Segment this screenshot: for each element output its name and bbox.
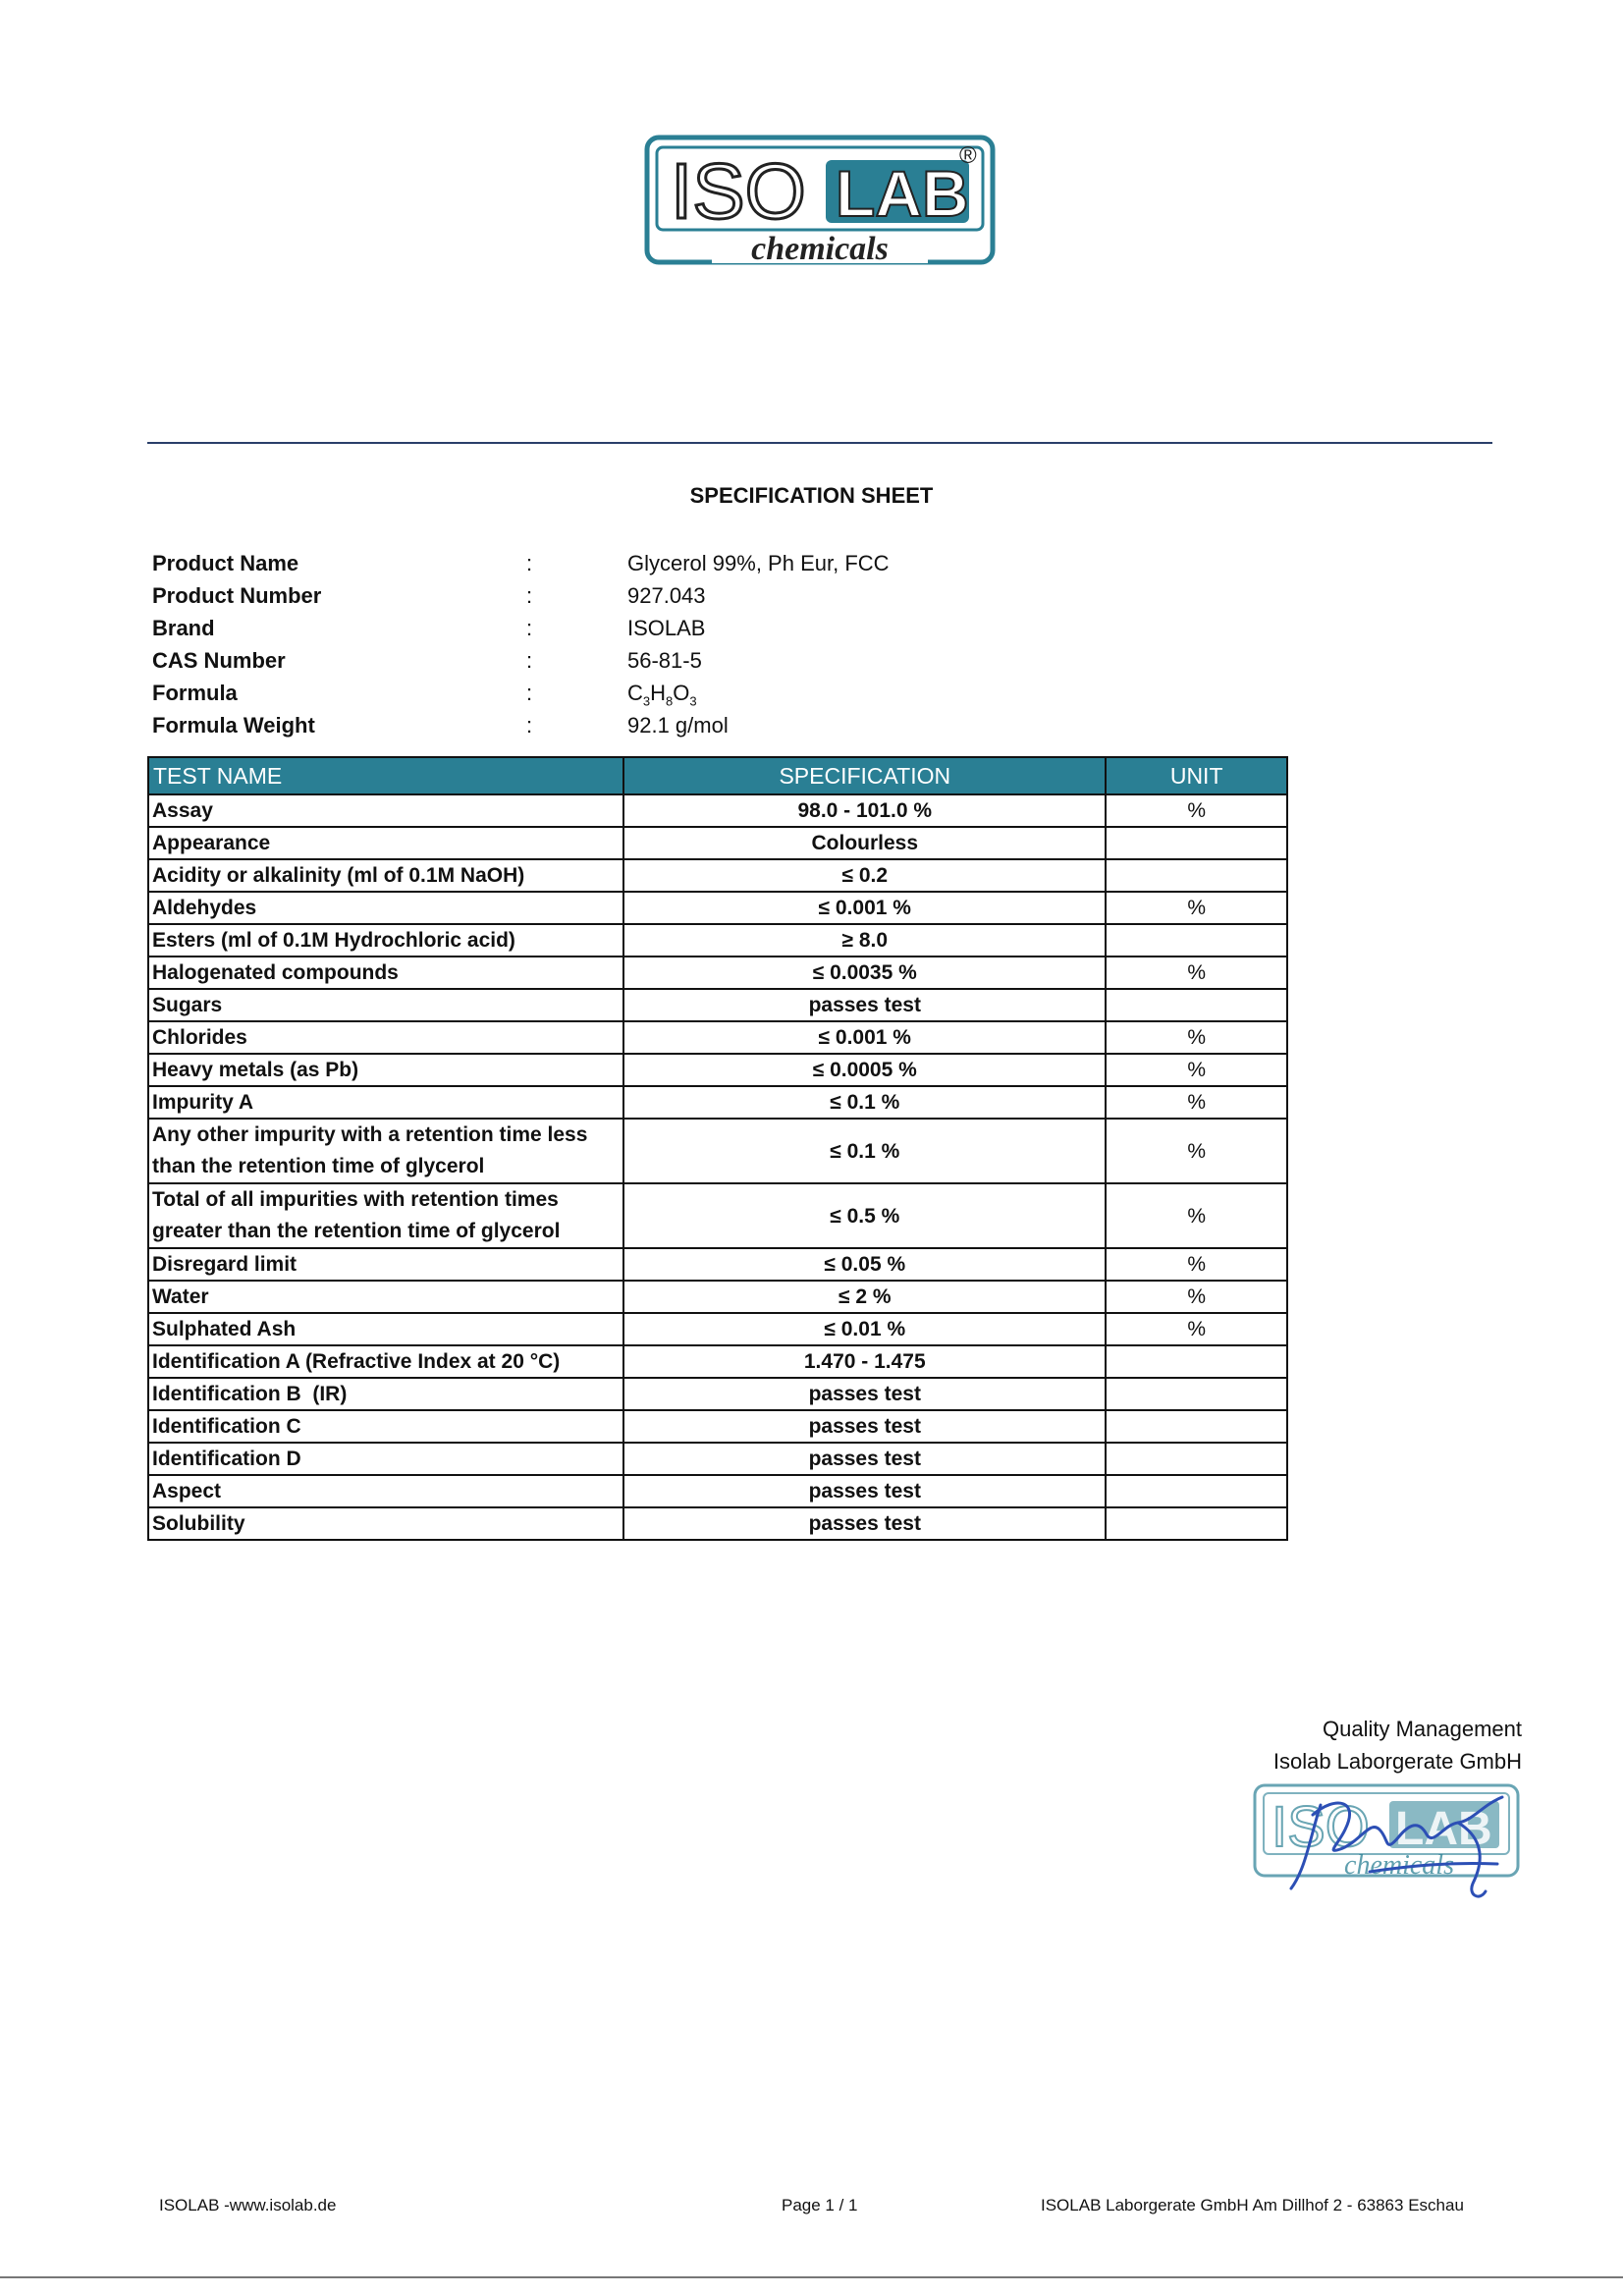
unit-cell [1106, 1475, 1287, 1507]
header-test-name: TEST NAME [148, 757, 623, 794]
info-colon: : [526, 583, 533, 608]
unit-cell: % [1106, 892, 1287, 924]
test-name-cell: Impurity A [148, 1086, 623, 1119]
unit-cell: % [1106, 1313, 1287, 1345]
info-colon: : [526, 616, 533, 640]
footer-page-number: Page 1 / 1 [782, 2196, 858, 2214]
table-header-row [148, 757, 1287, 794]
footer-divider [0, 2276, 1623, 2278]
info-value: ISOLAB [627, 616, 706, 640]
logo-word-right: LAB [836, 157, 969, 230]
specification-cell: 98.0 - 101.0 % [623, 794, 1106, 827]
info-label: Product Number [152, 583, 322, 608]
unit-cell [1106, 989, 1287, 1021]
unit-cell [1106, 1443, 1287, 1475]
info-colon: : [526, 551, 533, 575]
test-name-cell: Water [148, 1281, 623, 1313]
stamp-word-right: LAB [1395, 1803, 1492, 1855]
specification-cell: ≤ 2 % [623, 1281, 1106, 1313]
footer-website: ISOLAB -www.isolab.de [159, 2196, 337, 2214]
footer-address: ISOLAB Laborgerate GmbH Am Dillhof 2 - 63863 Eschau [1041, 2196, 1464, 2214]
test-name-cell: Esters (ml of 0.1M Hydrochloric acid) [148, 924, 623, 957]
info-colon: : [526, 648, 533, 673]
table-row [148, 1345, 1287, 1378]
table-row [148, 827, 1287, 859]
specification-cell: ≤ 0.1 % [623, 1119, 1106, 1183]
unit-cell: % [1106, 1086, 1287, 1119]
formula-value [627, 681, 697, 708]
table-row [148, 924, 1287, 957]
test-name-cell: Identification C [148, 1410, 623, 1443]
test-name-cell: Solubility [148, 1507, 623, 1540]
test-name-cell: Identification D [148, 1443, 623, 1475]
formula-element: O [673, 681, 690, 705]
logo-registered-mark: ® [959, 142, 977, 169]
specification-cell: ≤ 0.05 % [623, 1248, 1106, 1281]
info-value: 92.1 g/mol [627, 713, 729, 738]
table-row [148, 1378, 1287, 1410]
info-label: Brand [152, 616, 215, 640]
specification-cell: passes test [623, 1410, 1106, 1443]
info-value: Glycerol 99%, Ph Eur, FCC [627, 551, 890, 575]
specification-cell: Colourless [623, 827, 1106, 859]
table-row [148, 1183, 1287, 1248]
table-row [148, 1054, 1287, 1086]
unit-cell [1106, 1378, 1287, 1410]
unit-cell [1106, 859, 1287, 892]
test-name-cell: Total of all impurities with retention times greater than the retention time of glycerol [148, 1183, 623, 1248]
table-row [148, 1475, 1287, 1507]
unit-cell: % [1106, 1021, 1287, 1054]
unit-cell: % [1106, 957, 1287, 989]
table-row [148, 1443, 1287, 1475]
unit-cell: % [1106, 794, 1287, 827]
specification-cell: ≥ 8.0 [623, 924, 1106, 957]
specification-cell: passes test [623, 1443, 1106, 1475]
test-name-cell: Sugars [148, 989, 623, 1021]
info-value: 56-81-5 [627, 648, 702, 673]
header-specification: SPECIFICATION [623, 757, 1106, 794]
stamp-word-left: ISO [1271, 1795, 1370, 1859]
unit-cell [1106, 924, 1287, 957]
info-label: Formula Weight [152, 713, 315, 738]
table-row [148, 957, 1287, 989]
specification-cell: passes test [623, 1507, 1106, 1540]
specification-cell: ≤ 0.2 [623, 859, 1106, 892]
table-row [148, 1248, 1287, 1281]
logo-tagline: chemicals [751, 231, 889, 266]
test-name-cell: Chlorides [148, 1021, 623, 1054]
unit-cell [1106, 1507, 1287, 1540]
specification-cell: ≤ 0.001 % [623, 892, 1106, 924]
table-row [148, 1507, 1287, 1540]
specification-cell: ≤ 0.0035 % [623, 957, 1106, 989]
test-name-cell: Acidity or alkalinity (ml of 0.1M NaOH) [148, 859, 623, 892]
specification-cell: ≤ 0.1 % [623, 1086, 1106, 1119]
signature-block [1198, 1713, 1522, 1777]
formula-subscript: 8 [666, 693, 674, 709]
test-name-cell: Disregard limit [148, 1248, 623, 1281]
table-row [148, 1281, 1287, 1313]
specification-table [147, 756, 1288, 1541]
info-colon: : [526, 681, 533, 705]
specification-cell: 1.470 - 1.475 [623, 1345, 1106, 1378]
test-name-cell: Halogenated compounds [148, 957, 623, 989]
info-colon: : [526, 713, 533, 738]
formula-subscript: 3 [689, 693, 697, 709]
unit-cell: % [1106, 1281, 1287, 1313]
test-name-cell: Any other impurity with a retention time less than the retention time of glycerol [148, 1119, 623, 1183]
formula-element: C [627, 681, 643, 705]
formula-element: H [650, 681, 667, 705]
header-unit: UNIT [1106, 757, 1287, 794]
unit-cell: % [1106, 1248, 1287, 1281]
stamp-tagline: chemicals [1344, 1850, 1454, 1881]
company-stamp [1252, 1776, 1522, 1908]
specification-cell: passes test [623, 989, 1106, 1021]
header-divider [147, 442, 1492, 444]
table-row [148, 1086, 1287, 1119]
test-name-cell: Aldehydes [148, 892, 623, 924]
table-row [148, 1119, 1287, 1183]
table-row [148, 794, 1287, 827]
page-title: SPECIFICATION SHEET [689, 483, 934, 508]
unit-cell [1106, 1410, 1287, 1443]
formula-subscript: 3 [642, 693, 651, 709]
test-name-cell: Appearance [148, 827, 623, 859]
unit-cell: % [1106, 1183, 1287, 1248]
isolab-logo [643, 134, 997, 266]
specification-cell: ≤ 0.001 % [623, 1021, 1106, 1054]
specification-cell: passes test [623, 1378, 1106, 1410]
unit-cell [1106, 1345, 1287, 1378]
table-row [148, 859, 1287, 892]
test-name-cell: Heavy metals (as Pb) [148, 1054, 623, 1086]
logo-word-left: ISO [671, 147, 806, 235]
table-row [148, 892, 1287, 924]
info-value: 927.043 [627, 583, 706, 608]
table-row [148, 1410, 1287, 1443]
unit-cell [1106, 827, 1287, 859]
signature-line-department: Quality Management [1323, 1717, 1522, 1741]
unit-cell: % [1106, 1054, 1287, 1086]
specification-cell: ≤ 0.01 % [623, 1313, 1106, 1345]
specification-cell: passes test [623, 1475, 1106, 1507]
test-name-cell: Assay [148, 794, 623, 827]
test-name-cell: Identification B (IR) [148, 1378, 623, 1410]
test-name-cell: Aspect [148, 1475, 623, 1507]
table-row [148, 1021, 1287, 1054]
table-row [148, 1313, 1287, 1345]
info-label: Product Name [152, 551, 299, 575]
specification-cell: ≤ 0.0005 % [623, 1054, 1106, 1086]
unit-cell: % [1106, 1119, 1287, 1183]
test-name-cell: Identification A (Refractive Index at 20 °C) [148, 1345, 623, 1378]
info-label: Formula [152, 681, 238, 705]
test-name-cell: Sulphated Ash [148, 1313, 623, 1345]
specification-cell: ≤ 0.5 % [623, 1183, 1106, 1248]
info-label: CAS Number [152, 648, 286, 673]
table-row [148, 989, 1287, 1021]
signature-line-company: Isolab Laborgerate GmbH [1272, 1749, 1522, 1774]
